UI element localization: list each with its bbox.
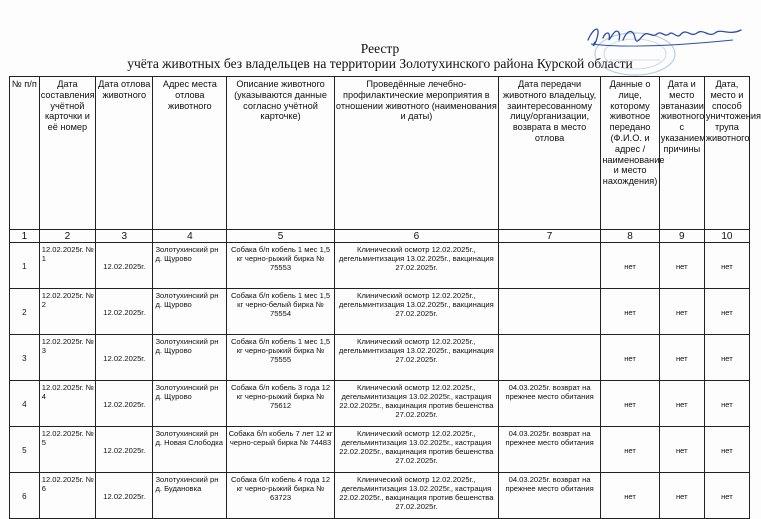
col-number: 2 — [39, 230, 95, 243]
card-date-number: 12.02.2025г. № 3 — [39, 335, 95, 381]
card-date-number: 12.02.2025г. № 6 — [39, 473, 95, 519]
destruction: нет — [704, 289, 749, 335]
treatment: Клинический осмотр 12.02.2025г., дегельминтизация 13.02.2025г., кастрация 22.02.2025г., вакцинация против бешенства 27.02.2025г. — [334, 381, 498, 427]
row-number: 1 — [10, 243, 40, 289]
table-row — [10, 427, 750, 473]
col-header-capture-place: Адрес места отлова животного — [153, 77, 227, 230]
capture-place: Золотухинский рн д. Щурово — [153, 289, 227, 335]
col-number: 3 — [96, 230, 153, 243]
col-header-destruction: Дата, место и способ уничтожения трупа животного — [704, 77, 749, 230]
recipient: нет — [601, 289, 659, 335]
euthanasia: нет — [659, 381, 704, 427]
capture-date: 12.02.2025г. — [96, 335, 153, 381]
header-row — [10, 77, 750, 230]
capture-place: Золотухинский рн д. Новая Слободка — [153, 427, 227, 473]
table-row — [10, 473, 750, 519]
treatment: Клинический осмотр 12.02.2025г., дегельминтизация 13.02.2025г., кастрация 22.02.2025г., вакцинация против бешенства 27.02.2025г. — [334, 473, 498, 519]
capture-date: 12.02.2025г. — [96, 289, 153, 335]
capture-place: Золотухинский рн д. Щурово — [153, 243, 227, 289]
capture-date: 12.02.2025г. — [96, 381, 153, 427]
row-number: 6 — [10, 473, 40, 519]
capture-date: 12.02.2025г. — [96, 473, 153, 519]
euthanasia: нет — [659, 243, 704, 289]
destruction: нет — [704, 381, 749, 427]
treatment: Клинический осмотр 12.02.2025г., дегельминтизация 13.02.2025г., вакцинация 27.02.2025г. — [334, 243, 498, 289]
transfer-date — [498, 243, 600, 289]
destruction: нет — [704, 473, 749, 519]
treatment: Клинический осмотр 12.02.2025г., дегельминтизация 13.02.2025г., вакцинация 27.02.2025г. — [334, 289, 498, 335]
euthanasia: нет — [659, 335, 704, 381]
row-number: 4 — [10, 381, 40, 427]
transfer-date — [498, 335, 600, 381]
recipient: нет — [601, 381, 659, 427]
animal-description: Собака б/п кобель 1 мес 1,5 кг черно-белый бирка № 75554 — [227, 289, 335, 335]
table-row — [10, 243, 750, 289]
capture-place: Золотухинский рн д. Будановка — [153, 473, 227, 519]
table-row — [10, 381, 750, 427]
animal-description: Собака б/п кобель 1 мес 1,5 кг черно-рыжий бирка № 75555 — [227, 335, 335, 381]
recipient: нет — [601, 335, 659, 381]
animal-description: Собака б/п кобель 4 года 12 кг черно-рыжий бирка № 63723 — [227, 473, 335, 519]
col-number: 4 — [153, 230, 227, 243]
recipient: нет — [601, 427, 659, 473]
euthanasia: нет — [659, 473, 704, 519]
col-number: 7 — [498, 230, 600, 243]
table-row — [10, 289, 750, 335]
recipient: нет — [601, 243, 659, 289]
column-number-row — [10, 230, 750, 243]
col-header-euthanasia: Дата и место эвтаназии животного с указанием причины — [659, 77, 704, 230]
recipient: нет — [601, 473, 659, 519]
title-line-1: Реестр — [360, 41, 400, 56]
col-number: 5 — [227, 230, 335, 243]
col-number: 1 — [10, 230, 40, 243]
card-date-number: 12.02.2025г. № 4 — [39, 381, 95, 427]
destruction: нет — [704, 243, 749, 289]
card-date-number: 12.02.2025г. № 1 — [39, 243, 95, 289]
animal-description: Собака б/п кобель 1 мес 1,5 кг черно-рыжий бирка № 75553 — [227, 243, 335, 289]
transfer-date — [498, 289, 600, 335]
row-number: 3 — [10, 335, 40, 381]
col-header-capture-date: Дата отлова животного — [96, 77, 153, 230]
treatment: Клинический осмотр 12.02.2025г., дегельминтизация 13.02.2025г., кастрация 22.02.2025г., вакцинация против бешенства 27.02.2025г. — [334, 427, 498, 473]
col-number: 6 — [334, 230, 498, 243]
signature — [583, 18, 753, 73]
transfer-date: 04.03.2025г. возврат на прежнее место обитания — [498, 473, 600, 519]
col-number: 9 — [659, 230, 704, 243]
table-row — [10, 335, 750, 381]
card-date-number: 12.02.2025г. № 5 — [39, 427, 95, 473]
capture-date: 12.02.2025г. — [96, 243, 153, 289]
col-header-treatment: Проведённые лечебно-профилактические мероприятия в отношении животного (наименования и даты) — [334, 77, 498, 230]
capture-place: Золотухинский рн д. Щурово — [153, 381, 227, 427]
registry-table — [9, 76, 761, 519]
capture-place: Золотухинский рн д. Щурово — [153, 335, 227, 381]
col-header-transfer-date: Дата передачи животного владельцу, заинтересованному лицу/организации, возврата в место отлова — [498, 77, 600, 230]
row-number: 2 — [10, 289, 40, 335]
col-number: 8 — [601, 230, 659, 243]
col-header-card-date: Дата составления учётной карточки и её номер — [39, 77, 95, 230]
col-number: 10 — [704, 230, 749, 243]
animal-description: Собака б/п кобель 3 года 12 кг черно-рыжий бирка № 75612 — [227, 381, 335, 427]
euthanasia: нет — [659, 427, 704, 473]
transfer-date: 04.03.2025г. возврат на прежнее место обитания — [498, 427, 600, 473]
card-date-number: 12.02.2025г. № 2 — [39, 289, 95, 335]
treatment: Клинический осмотр 12.02.2025г., дегельминтизация 13.02.2025г., вакцинация 27.02.2025г. — [334, 335, 498, 381]
euthanasia: нет — [659, 289, 704, 335]
animal-description: Собака б/п кобель 7 лет 12 кг черно-серый бирка № 74483 — [227, 427, 335, 473]
destruction: нет — [704, 427, 749, 473]
col-header-description: Описание животного (указываются данные согласно учётной карточке) — [227, 77, 335, 230]
capture-date: 12.02.2025г. — [96, 427, 153, 473]
row-number: 5 — [10, 427, 40, 473]
destruction: нет — [704, 335, 749, 381]
col-header-number: № п/п — [10, 77, 40, 230]
transfer-date: 04.03.2025г. возврат на прежнее место обитания — [498, 381, 600, 427]
col-header-recipient: Данные о лице, которому животное передано (Ф.И.О. и адрес / наименование и место нахождения) — [601, 77, 659, 230]
title-line-2: учёта животных без владельцев на территории Золотухинского района Курской области — [127, 56, 633, 71]
